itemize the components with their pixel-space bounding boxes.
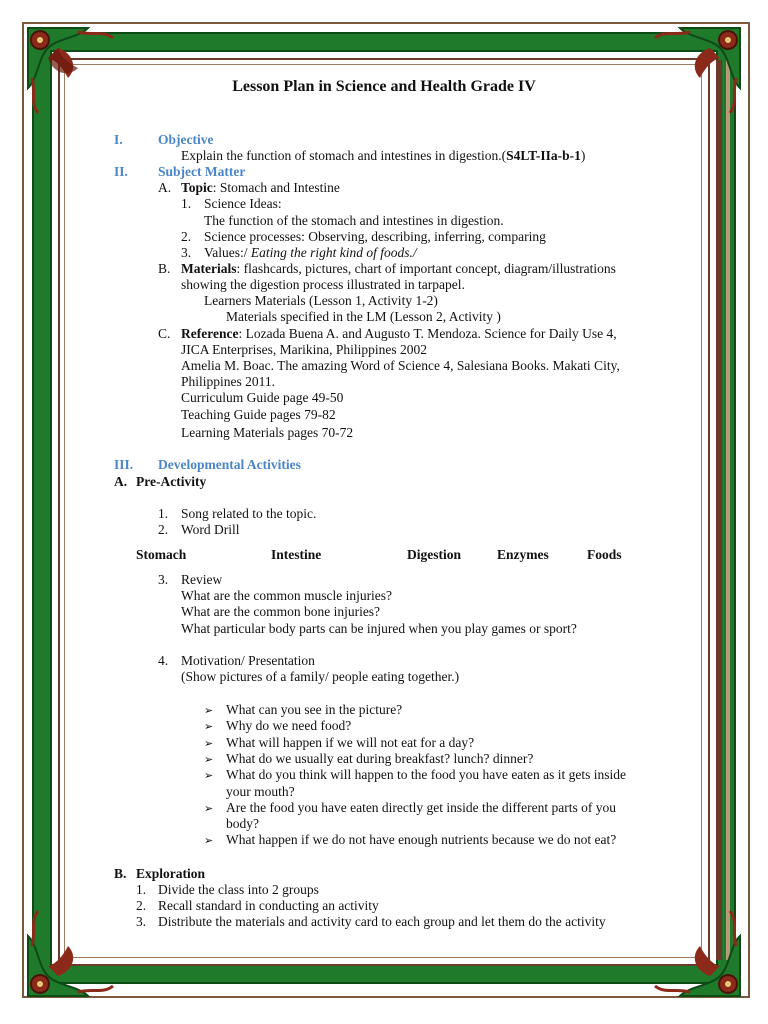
exploration-step: Distribute the materials and activity card to each group and let them do the activity: [158, 914, 606, 929]
page-title: Lesson Plan in Science and Health Grade IV: [232, 78, 536, 95]
reference-line-2: JICA Enterprises, Marikina, Philippines 2002: [181, 342, 427, 357]
list-number: 2.: [136, 898, 147, 913]
list-number: 3.: [136, 914, 147, 929]
arrow-bullet-icon: ➢: [204, 721, 214, 733]
question-list-item: ➢ What do we usually eat during breakfast? lunch? dinner?: [204, 751, 534, 766]
review-question: What particular body parts can be injured when you play games or sport?: [181, 621, 577, 636]
motivation-text: (Show pictures of a family/ people eating together.): [181, 669, 460, 684]
materials-line-2: showing the digestion process illustrated in tarpapel.: [181, 277, 465, 292]
materials-line: Materials: flashcards, pictures, chart of important concept, diagram/illustrations: [181, 261, 616, 276]
arrow-bullet-icon: ➢: [204, 835, 214, 847]
topic-line: Topic: Stomach and Intestine: [181, 180, 340, 195]
materials-specified: Materials specified in the LM (Lesson 2, Activity ): [226, 309, 501, 324]
objective-heading: Objective: [158, 132, 214, 147]
list-number: 3.: [158, 572, 169, 587]
question-list-item: ➢ What happen if we do not have enough nutrients because we do not eat?: [204, 832, 617, 847]
section-number: III.: [114, 457, 134, 472]
corner-ornament-icon: [630, 886, 750, 1006]
question-list-item: ➢ What can you see in the picture?: [204, 702, 403, 717]
learning-materials: Learning Materials pages 70-72: [181, 425, 354, 440]
drill-word: Stomach: [136, 547, 187, 562]
drill-word: Intestine: [271, 547, 322, 562]
developmental-heading: Developmental Activities: [158, 457, 301, 472]
science-processes: Science processes: Observing, describing, inferring, comparing: [204, 229, 546, 244]
list-number: 1.: [136, 882, 147, 897]
question-list-item: ➢ What will happen if we will not eat for a day?: [204, 735, 475, 750]
outer-border: [22, 22, 750, 998]
side-stripe: [716, 60, 722, 960]
arrow-bullet-icon: ➢: [204, 705, 214, 717]
curriculum-guide: Curriculum Guide page 49-50: [181, 390, 344, 405]
arrow-bullet-icon: ➢: [204, 770, 214, 782]
list-number: 2.: [158, 522, 169, 537]
exploration-heading: Exploration: [136, 866, 206, 881]
question-continued: your mouth?: [226, 784, 295, 799]
list-number: 1.: [158, 506, 169, 521]
arrow-bullet-icon: ➢: [204, 738, 214, 750]
review-question: What are the common muscle injuries?: [181, 588, 393, 603]
exploration-step: Recall standard in conducting an activity: [158, 898, 379, 913]
learners-materials: Learners Materials (Lesson 1, Activity 1-2): [204, 293, 438, 308]
science-ideas-text: The function of the stomach and intestines in digestion.: [204, 213, 504, 228]
exploration-step: Divide the class into 2 groups: [158, 882, 319, 897]
list-letter: B.: [158, 261, 171, 276]
drill-word: Digestion: [407, 547, 461, 562]
list-number: 2.: [181, 229, 192, 244]
review-question: What are the common bone injuries?: [181, 604, 381, 619]
question-list-item: ➢ What do you think will happen to the food you have eaten as it gets inside: [204, 767, 627, 782]
arrow-bullet-icon: ➢: [204, 754, 214, 766]
question-list-item: ➢ Why do we need food?: [204, 718, 352, 733]
reference-line-3: Amelia M. Boac. The amazing Word of Science 4, Salesiana Books. Makati City,: [181, 358, 620, 373]
reference-line: Reference: Lozada Buena A. and Augusto T. Mendoza. Science for Daily Use 4,: [181, 326, 617, 341]
subject-matter-heading: Subject Matter: [158, 164, 246, 179]
objective-text: Explain the function of stomach and intestines in digestion.(S4LT-IIa-b-1): [181, 148, 586, 163]
teaching-guide: Teaching Guide pages 79-82: [181, 407, 336, 422]
list-letter: A.: [158, 180, 172, 195]
motivation-item: Motivation/ Presentation: [181, 653, 315, 668]
drill-word: Enzymes: [497, 547, 549, 562]
arrow-bullet-icon: ➢: [204, 803, 214, 815]
reference-line-4: Philippines 2011.: [181, 374, 276, 389]
list-letter: B.: [114, 866, 127, 881]
review-item: Review: [181, 572, 223, 587]
side-stripe-light: [726, 60, 730, 960]
word-drill-item: Word Drill: [181, 522, 240, 537]
question-continued: body?: [226, 816, 259, 831]
list-letter: A.: [114, 474, 128, 489]
section-number: II.: [114, 164, 128, 179]
list-number: 4.: [158, 653, 169, 668]
song-item: Song related to the topic.: [181, 506, 317, 521]
question-list-item: ➢ Are the food you have eaten directly get inside the different parts of you: [204, 800, 616, 815]
corner-ornament-icon: [18, 886, 138, 1006]
pre-activity-heading: Pre-Activity: [136, 474, 207, 489]
list-letter: C.: [158, 326, 171, 341]
values-line: Values:/ Eating the right kind of foods./: [204, 245, 417, 260]
list-number: 1.: [181, 196, 192, 211]
section-number: I.: [114, 132, 123, 147]
drill-word: Foods: [587, 547, 622, 562]
science-ideas: Science Ideas:: [204, 196, 282, 211]
list-number: 3.: [181, 245, 192, 260]
inner-border: [58, 58, 710, 966]
